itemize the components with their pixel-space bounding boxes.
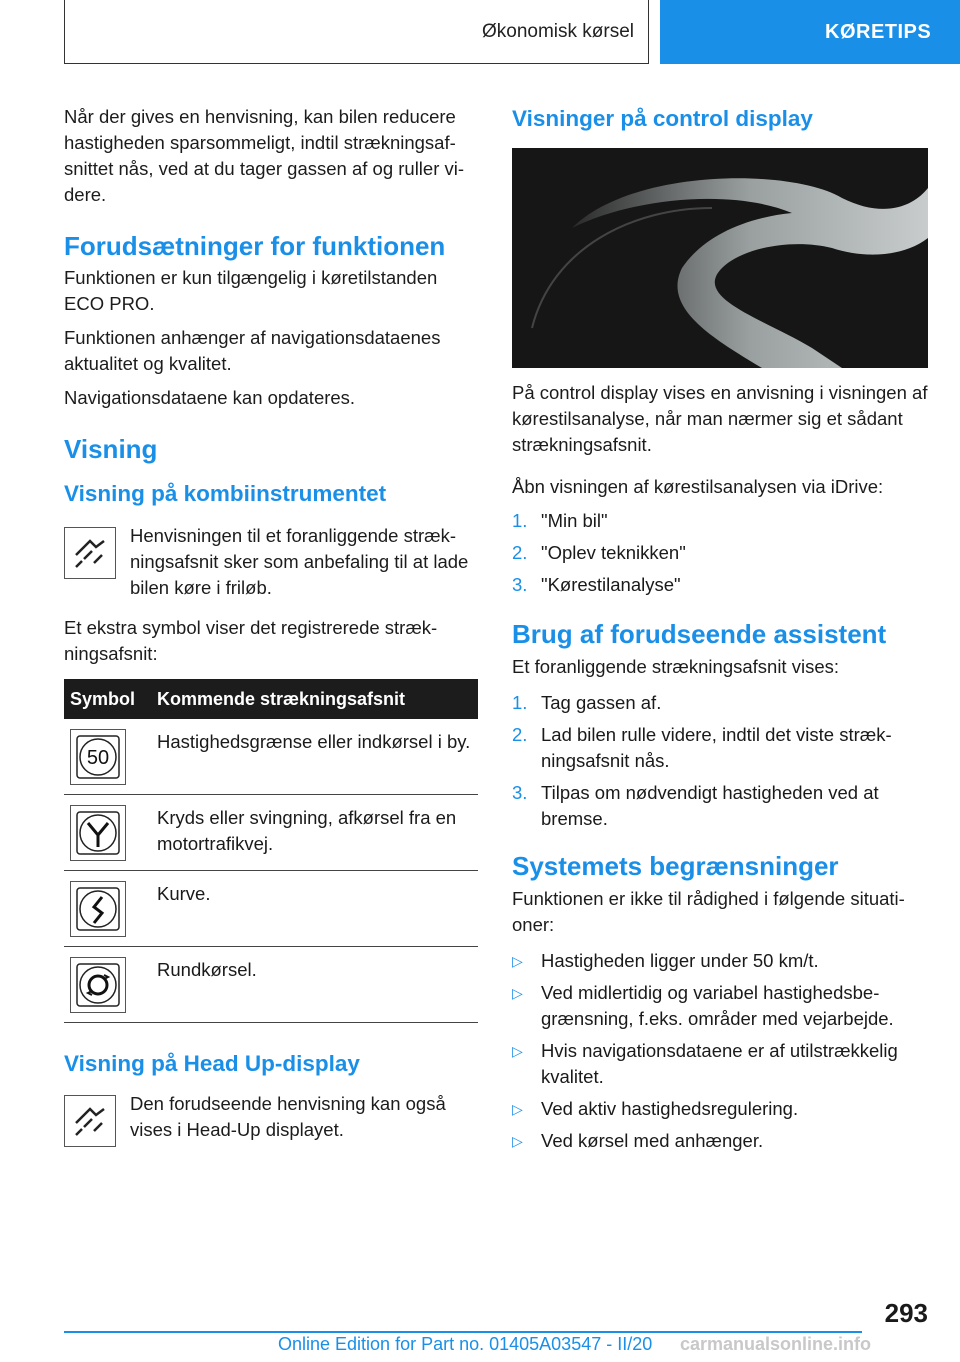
roundabout-icon: [70, 957, 126, 1013]
control-display-image: [512, 148, 928, 368]
list-item: ▷ Hvis navigationsdataene er af utilstrækkelig kvalitet.: [512, 1038, 928, 1090]
page-number: 293: [884, 1298, 928, 1328]
watermark: carmanualsonline.info: [680, 1334, 872, 1354]
list-item: 2. "Oplev teknikken": [512, 542, 686, 563]
list-item: 3. Tilpas om nødvendigt hastigheden ved at bremse.: [512, 782, 879, 829]
table-header-symbol: Symbol: [64, 679, 151, 719]
symbol-table: [64, 679, 478, 1023]
curve-icon: [70, 881, 126, 937]
prereq-paragraph-2: Funktionen anhænger af navigationsdataenes aktualitet og kvalitet.: [64, 327, 441, 374]
heading-display: Visning: [64, 434, 158, 464]
prereq-paragraph-3: Navigationsdataene kan opdateres.: [64, 387, 356, 408]
running-header-chapter: KØRETIPS: [660, 0, 960, 64]
table-cell-text: Kurve.: [151, 871, 478, 947]
footer-edition: Online Edition for Part no. 01405A03547 - II/20: [278, 1334, 653, 1354]
idrive-steps: [512, 508, 928, 598]
control-text: På control display vises en anvisning i visningen af kørestilsanalyse, når man nærmer sig et sådant strækningsafsnit.: [512, 382, 928, 455]
heading-kombi: Visning på kombiinstrumentet: [64, 481, 387, 506]
list-item: 1. "Min bil": [512, 510, 608, 531]
table-row: [64, 871, 478, 947]
heading-limitations: Systemets begrænsninger: [512, 851, 839, 881]
bullet-triangle-icon: ▷: [512, 1043, 523, 1059]
assist-text: Et foranliggende strækningsafsnit vises:: [512, 656, 840, 677]
heading-prerequisites: Forudsætninger for funktionen: [64, 231, 446, 261]
speed-limit-value: 50: [86, 747, 110, 769]
assist-steps: [512, 690, 928, 832]
table-row: [64, 947, 478, 1023]
table-cell-text: Hastighedsgrænse eller indkørsel i by.: [151, 719, 478, 795]
table-cell-text: Kryds eller svingning, afkørsel fra en motortrafikvej.: [151, 795, 478, 871]
road-ahead-icon: [64, 527, 116, 579]
speed-limit-50-icon: [70, 729, 126, 785]
hud-text: Den forudseende henvisning kan også vises i Head-Up displayet.: [130, 1093, 446, 1140]
list-item: 2. Lad bilen rulle videre, indtil det viste strækningsafsnit nås.: [512, 724, 892, 771]
table-header-section: Kommende strækningsafsnit: [151, 679, 478, 719]
idrive-text: Åbn visningen af kørestilsanalysen via iDrive:: [512, 476, 884, 497]
list-item: 1. Tag gassen af.: [512, 692, 662, 713]
heading-assistant: Brug af forudseende assistent: [512, 619, 887, 649]
list-item: ▷ Ved midlertidig og variabel hastighedsbegrænsning, f.eks. områder med vejarbejde.: [512, 980, 928, 1032]
bullet-triangle-icon: ▷: [512, 953, 523, 969]
right-column: [512, 104, 928, 1154]
list-item: ▷ Ved kørsel med anhænger.: [512, 1128, 928, 1154]
table-cell-text: Rundkørsel.: [151, 947, 478, 1023]
list-item: ▷ Hastigheden ligger under 50 km/t.: [512, 948, 928, 974]
prereq-paragraph-1: Funktionen er kun tilgængelig i køretilstanden ECO PRO.: [64, 267, 438, 314]
heading-control-display: Visninger på control display: [512, 106, 813, 131]
limits-list: [512, 948, 928, 1154]
road-ahead-icon: [64, 1095, 116, 1147]
kombi-text: Henvisningen til et foranliggende strækningsafsnit sker som anbefaling til at lade bilen køre i friløb.: [130, 525, 469, 598]
extra-symbol-text: Et ekstra symbol viser det registrerede strækningsafsnit:: [64, 617, 438, 664]
intro-paragraph: Når der gives en henvisning, kan bilen reducere hastigheden sparsommeligt, indtil strækningsafsnittet nås, ved at du tager gassen af og ruller videre.: [64, 106, 465, 205]
kombi-note: [64, 523, 478, 601]
junction-icon: [70, 805, 126, 861]
bullet-triangle-icon: ▷: [512, 1133, 523, 1149]
limits-text: Funktionen er ikke til rådighed i følgende situationer:: [512, 888, 905, 935]
hud-note: [64, 1091, 478, 1147]
heading-hud: Visning på Head Up-display: [64, 1051, 360, 1076]
list-item: 3. "Kørestilanalyse": [512, 574, 681, 595]
list-item: ▷ Ved aktiv hastighedsregulering.: [512, 1096, 928, 1122]
bullet-triangle-icon: ▷: [512, 1101, 523, 1117]
left-column: [64, 104, 478, 1147]
bullet-triangle-icon: ▷: [512, 985, 523, 1001]
running-header-section: Økonomisk kørsel: [64, 0, 649, 64]
table-row: [64, 795, 478, 871]
footer-divider: [64, 1331, 862, 1333]
table-row: [64, 719, 478, 795]
